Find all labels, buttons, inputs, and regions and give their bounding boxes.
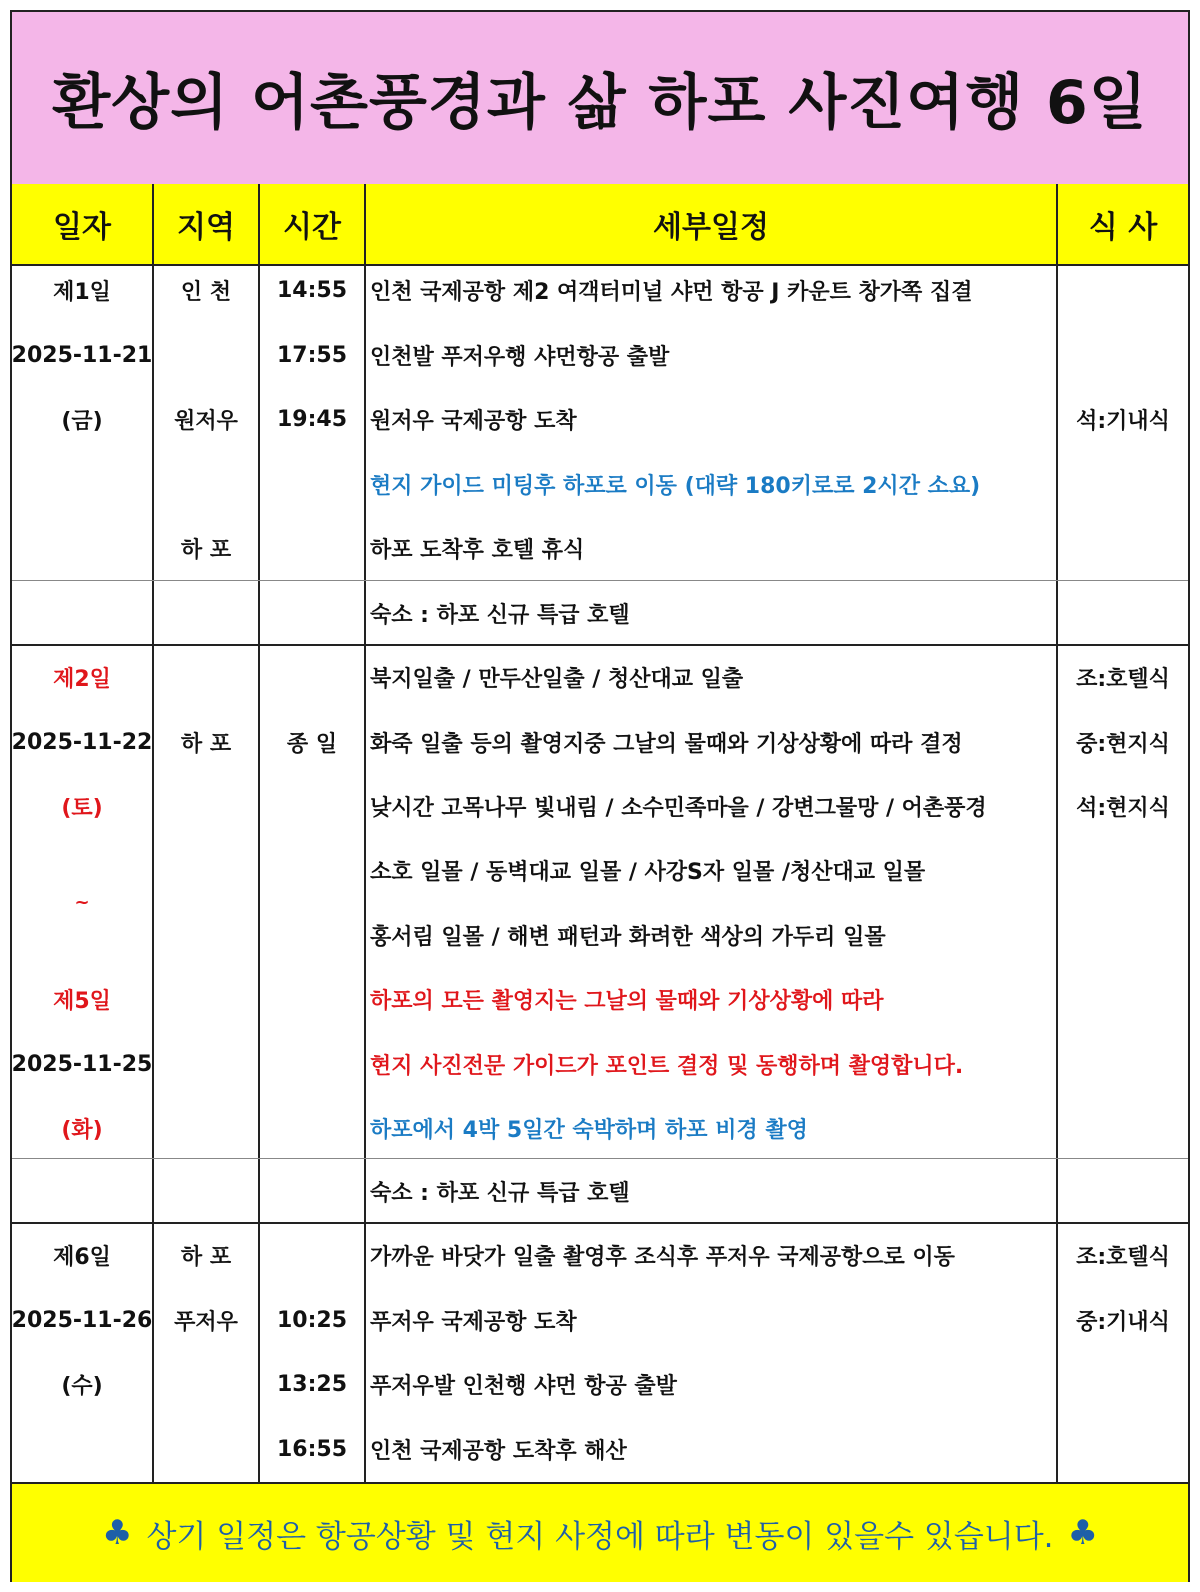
day6-area: 하 포 [180, 1244, 232, 1270]
day1-detail: 인천 국제공항 제2 여객터미널 샤먼 항공 J 카운트 창가쪽 집결 [370, 279, 973, 305]
day1-detail: 원저우 국제공항 도착 [370, 408, 577, 434]
day6-weekday: (수) [61, 1373, 103, 1399]
day-range-tilde: ~ [74, 891, 90, 913]
day2-date: 2025-11-22 [11, 729, 153, 755]
day2-detail: 화죽 일출 등의 촬영지중 그날의 물때와 기상상황에 따라 결정 [370, 731, 963, 757]
day2-detail: 현지 사진전문 가이드가 포인트 결정 및 동행하며 촬영합니다. [370, 1053, 964, 1079]
title-banner [12, 12, 1188, 186]
club-icon: ♣ [1067, 1513, 1099, 1553]
day1-detail: 현지 가이드 미팅후 하포로 이동 (대략 180키로로 2시간 소요) [370, 473, 981, 499]
day2-label: 제2일 [53, 666, 111, 692]
page-title: 환상의 어촌풍경과 삶 하포 사진여행 6일 [52, 68, 1148, 138]
header-time: 시간 [283, 210, 341, 245]
day2-meal: 석:현지식 [1076, 795, 1170, 821]
day6-detail: 푸저우발 인천행 샤먼 항공 출발 [370, 1373, 677, 1399]
day6-time: 16:55 [276, 1436, 348, 1462]
day2-detail: 북지일출 / 만두산일출 / 청산대교 일출 [370, 666, 744, 692]
header-date: 일자 [53, 210, 111, 245]
day6-label: 제6일 [53, 1244, 111, 1270]
day2-detail: 소호 일몰 / 동벽대교 일몰 / 사강S자 일몰 /청산대교 일몰 [370, 859, 926, 885]
day6-area: 푸저우 [174, 1309, 238, 1335]
day1-time: 14:55 [276, 277, 348, 303]
day6-meal: 조:호텔식 [1076, 1244, 1170, 1270]
day6-time: 10:25 [276, 1307, 348, 1333]
day1-label: 제1일 [53, 279, 111, 305]
day2-meal: 중:현지식 [1076, 731, 1170, 757]
club-icon: ♣ [101, 1513, 133, 1553]
day1-detail: 하포 도착후 호텔 휴식 [370, 537, 585, 563]
header-meal: 식 사 [1088, 210, 1158, 245]
day1-meal: 석:기내식 [1076, 408, 1170, 434]
day6-meal: 중:기내식 [1076, 1309, 1170, 1335]
itinerary-sheet [10, 10, 1190, 1582]
day6-detail: 푸저우 국제공항 도착 [370, 1309, 577, 1335]
day2-detail: 홍서림 일몰 / 해변 패턴과 화려한 색상의 가두리 일몰 [370, 924, 886, 950]
day2-lodging: 숙소 : 하포 신규 특급 호텔 [370, 1180, 630, 1206]
day2-detail: 하포의 모든 촬영지는 그날의 물때와 기상상황에 따라 [370, 988, 884, 1014]
footer-notice [12, 1482, 1188, 1582]
day2-weekday: (토) [61, 795, 103, 821]
day2-time: 종 일 [286, 731, 338, 757]
day2-area: 하 포 [180, 731, 232, 757]
day1-weekday: (금) [61, 408, 103, 434]
day6-date: 2025-11-26 [11, 1307, 153, 1333]
table-header [12, 184, 1188, 266]
day5-date: 2025-11-25 [11, 1051, 153, 1077]
header-detail: 세부일정 [653, 210, 769, 245]
day2-detail: 낮시간 고목나무 빛내림 / 소수민족마을 / 강변그물망 / 어촌풍경 [370, 795, 987, 821]
day6-detail: 인천 국제공항 도착후 해산 [370, 1438, 627, 1464]
day1-date: 2025-11-21 [11, 342, 153, 368]
day6-time: 13:25 [276, 1371, 348, 1397]
day1-time: 19:45 [276, 406, 348, 432]
day5-label: 제5일 [53, 988, 111, 1014]
day1-time: 17:55 [276, 342, 348, 368]
day6-detail: 가까운 바닷가 일출 촬영후 조식후 푸저우 국제공항으로 이동 [370, 1244, 955, 1270]
day2-meal: 조:호텔식 [1076, 666, 1170, 692]
header-area: 지역 [177, 210, 235, 245]
day1-detail: 인천발 푸저우행 샤먼항공 출발 [370, 344, 670, 370]
day5-weekday: (화) [61, 1117, 103, 1143]
day1-lodging: 숙소 : 하포 신규 특급 호텔 [370, 602, 630, 628]
day1-area: 원저우 [174, 408, 238, 434]
day2-detail: 하포에서 4박 5일간 숙박하며 하포 비경 촬영 [370, 1117, 808, 1143]
footer-text: 상기 일정은 항공상황 및 현지 사정에 따라 변동이 있을수 있습니다. [146, 1518, 1054, 1555]
day1-area: 하 포 [180, 537, 232, 563]
day1-area: 인 천 [180, 279, 232, 305]
